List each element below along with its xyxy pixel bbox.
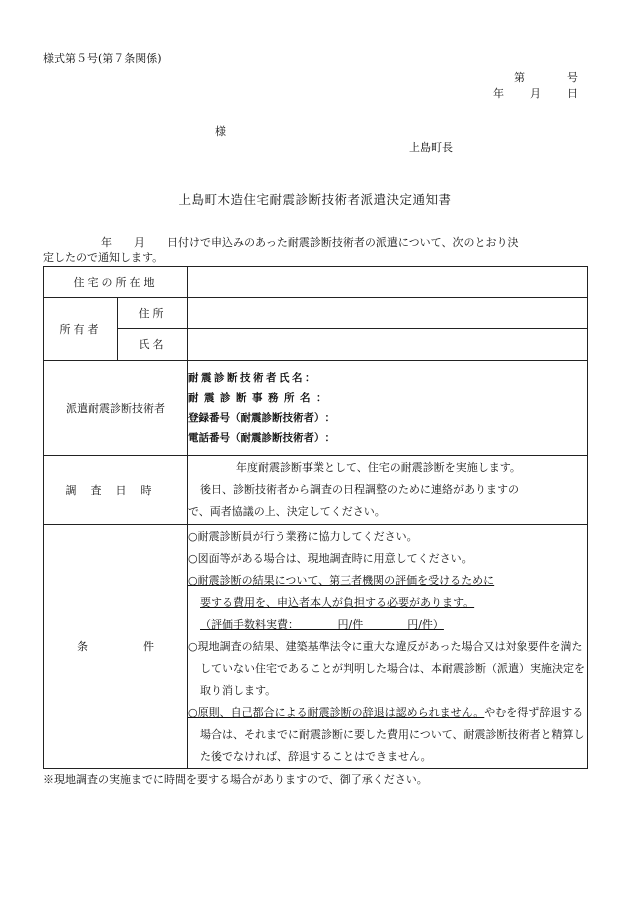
sender: 上島町長 xyxy=(409,141,453,154)
document-title: 上島町木造住宅耐震診断技術者派遣決定通知書 xyxy=(178,192,452,207)
date-day: 日 xyxy=(567,87,578,100)
owner-address-label: 住所 xyxy=(118,298,188,329)
owner-name-value xyxy=(188,329,588,361)
survey-label: 調査日時 xyxy=(44,456,188,525)
row-survey-datetime xyxy=(44,456,588,525)
condition-item: ○原則、自己都合による耐震診断の辞退は認められません。やむを得ず辞退する場合は、それまでに耐震診断に要した費用について、耐震診断技術者と精算した後でなければ、辞退することはできません。 xyxy=(188,705,585,763)
intro-paragraph xyxy=(43,235,593,265)
date-month: 月 xyxy=(530,87,541,100)
engineer-label: 派遣耐震診断技術者 xyxy=(44,361,188,456)
engineer-field: 耐震診断技術者氏名： xyxy=(188,372,316,384)
addressee: 様 xyxy=(215,125,226,138)
location-value xyxy=(188,267,588,298)
engineer-field: 耐震診断事務所名： xyxy=(188,392,327,404)
owner-name-label: 氏名 xyxy=(118,329,188,361)
document-number-line xyxy=(514,71,578,85)
condition-item: ○現地調査の結果、建築基準法令に重大な違反があった場合又は対象要件を満たしていない住宅であることが判明した場合は、本耐震診断（派遣）実施決定を取り消します。 xyxy=(188,639,585,697)
intro-line-2: 定したので通知します。 xyxy=(43,251,164,264)
conditions-label: 条 件 xyxy=(44,525,188,769)
survey-text: 年度耐震診断事業として、住宅の耐震診断を実施します。 後日、診断技術者から調査の日程調整のために連絡がありますの で、両者協議の上、決定してください。 xyxy=(188,456,588,525)
location-label: 住宅の所在地 xyxy=(44,267,188,298)
condition-item: ○耐震診断員が行う業務に協力してください。 xyxy=(188,529,418,543)
row-owner-address xyxy=(44,298,588,329)
footnote: ※現地調査の実施までに時間を要する場合がありますので、御了承ください。 xyxy=(43,773,428,786)
owner-address-value xyxy=(188,298,588,329)
intro-line-1: 年 月 日付けで申込みのあった耐震診断技術者の派遣について、次のとおり決 xyxy=(101,236,519,249)
owner-label: 所有者 xyxy=(44,298,118,361)
conditions-list xyxy=(188,525,588,769)
row-engineer xyxy=(44,361,588,456)
doc-number-suffix: 号 xyxy=(567,71,578,84)
row-owner-name xyxy=(44,329,588,361)
issue-date-line xyxy=(493,87,578,101)
row-location xyxy=(44,267,588,298)
row-conditions xyxy=(44,525,588,769)
engineer-field: 登録番号（耐震診断技術者）： xyxy=(188,412,335,424)
condition-item: ○図面等がある場合は、現地調査時に用意してください。 xyxy=(188,551,473,565)
fee-note: （評価手数料実費： 円/件 円/件） xyxy=(200,617,444,631)
engineer-details xyxy=(188,361,588,456)
form-number: 様式第５号(第７条関係) xyxy=(43,52,162,65)
engineer-field: 電話番号（耐震診断技術者）： xyxy=(188,432,335,444)
condition-item: ○耐震診断の結果について、第三者機関の評価を受けるために 要する費用を、申込者本人が負担する必要があります。 （評価手数料実費： 円/件 円/件） xyxy=(188,573,495,631)
date-year: 年 xyxy=(493,87,504,100)
doc-number-prefix: 第 xyxy=(514,71,525,84)
notice-table xyxy=(43,266,588,769)
